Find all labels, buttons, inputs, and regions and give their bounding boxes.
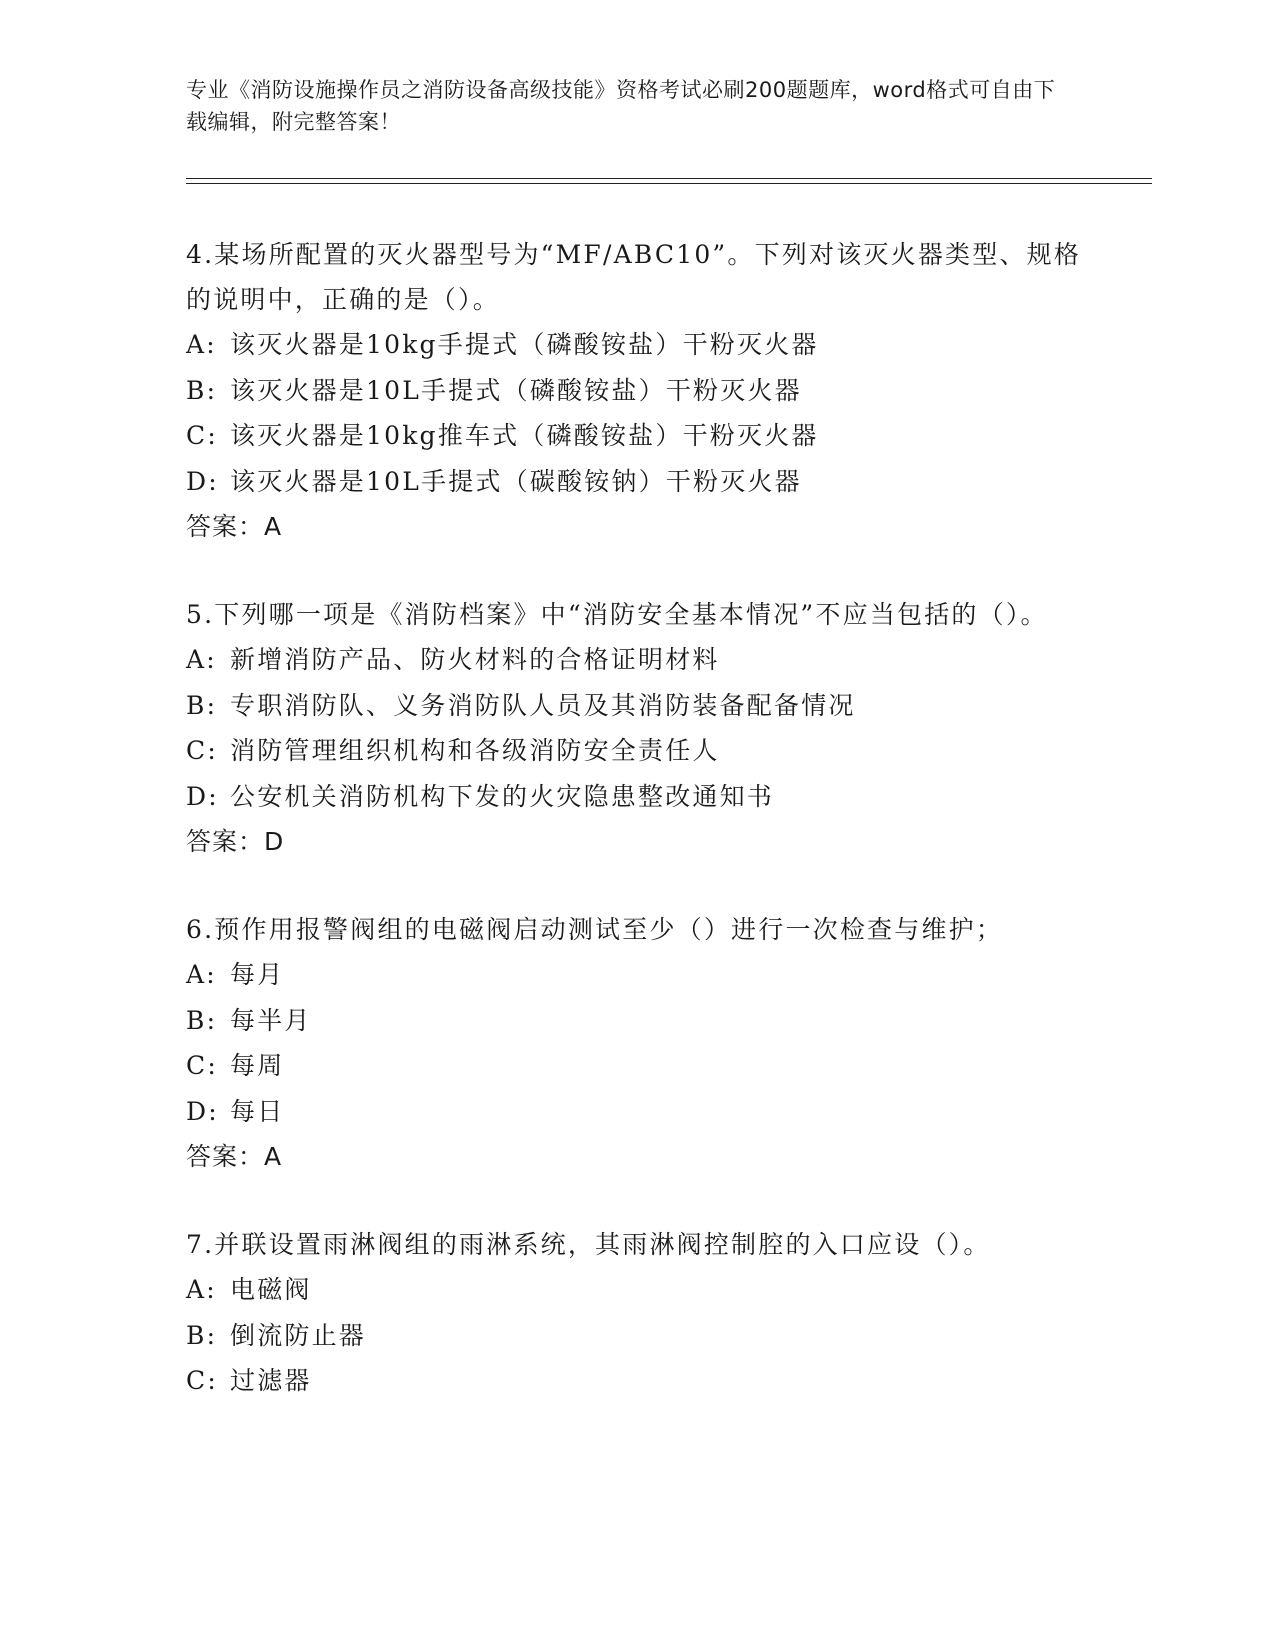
- question-stem: 5.下列哪一项是《消防档案》中“消防安全基本情况”不应当包括的（）。: [186, 600, 1048, 629]
- option-letter: B:: [186, 1005, 218, 1035]
- option-text: 该灭火器是10L手提式（磷酸铵盐）干粉灭火器: [230, 375, 802, 405]
- option-a: [186, 637, 1086, 683]
- option-b: [186, 1313, 1086, 1359]
- option-text: 新增消防产品、防火材料的合格证明材料: [230, 645, 720, 674]
- question-list: [186, 232, 1086, 1446]
- option-letter: A:: [186, 960, 217, 989]
- answer-line: 答案：A: [186, 1142, 283, 1171]
- option-c: [186, 728, 1086, 774]
- option-b: [186, 368, 1086, 414]
- question-stem: 4.某场所配置的灭火器型号为“MF/ABC10”。下列对该灭火器类型、规格的说明中，正确的是（）。: [186, 240, 1082, 314]
- option-letter: B:: [186, 690, 218, 720]
- option-a: [186, 322, 1086, 368]
- option-letter: C:: [186, 1366, 218, 1395]
- answer-line: 答案：A: [186, 512, 283, 541]
- header-divider-bottom: [186, 183, 1152, 184]
- question-7: [186, 1222, 1086, 1404]
- option-letter: D:: [186, 781, 219, 811]
- option-letter: B:: [186, 375, 218, 405]
- option-text: 每月: [230, 960, 285, 989]
- option-b: [186, 998, 1086, 1044]
- option-c: [186, 413, 1086, 459]
- option-letter: C:: [186, 1051, 218, 1080]
- option-c: [186, 1043, 1086, 1089]
- option-text: 该灭火器是10L手提式（碳酸铵钠）干粉灭火器: [230, 466, 802, 496]
- option-b: [186, 683, 1086, 729]
- option-letter: A:: [186, 1275, 217, 1304]
- option-text: 该灭火器是10kg推车式（磷酸铵盐）干粉灭火器: [230, 421, 819, 450]
- option-letter: A:: [186, 330, 217, 359]
- document-header: 专业《消防设施操作员之消防设备高级技能》资格考试必刷200题题库，word格式可自由下载编辑，附完整答案！: [186, 78, 1056, 134]
- option-text: 公安机关消防机构下发的火灾隐患整改通知书: [230, 781, 775, 811]
- option-d: [186, 774, 1086, 820]
- option-d: [186, 1089, 1086, 1135]
- option-text: 每日: [230, 1096, 285, 1126]
- option-letter: C:: [186, 736, 218, 765]
- question-6: [186, 907, 1086, 1180]
- question-stem: 6.预作用报警阀组的电磁阀启动测试至少（）进行一次检查与维护；: [186, 915, 1004, 944]
- question-5: [186, 592, 1086, 865]
- option-a: [186, 1267, 1086, 1313]
- option-d: [186, 459, 1086, 505]
- question-stem: 7.并联设置雨淋阀组的雨淋系统，其雨淋阀控制腔的入口应设（）。: [186, 1230, 991, 1259]
- option-text: 每周: [230, 1051, 285, 1080]
- option-text: 每半月: [230, 1005, 312, 1035]
- question-4: [186, 232, 1086, 550]
- option-text: 消防管理组织机构和各级消防安全责任人: [230, 736, 720, 765]
- answer-line: 答案：D: [186, 827, 285, 856]
- option-letter: D:: [186, 1096, 219, 1126]
- option-a: [186, 952, 1086, 998]
- option-c: [186, 1358, 1086, 1404]
- option-letter: C:: [186, 421, 218, 450]
- option-letter: D:: [186, 466, 219, 496]
- option-text: 电磁阀: [230, 1275, 312, 1304]
- option-text: 过滤器: [230, 1366, 312, 1395]
- option-text: 专职消防队、义务消防队人员及其消防装备配备情况: [230, 690, 856, 720]
- header-divider-top: [186, 178, 1152, 179]
- option-text: 倒流防止器: [230, 1320, 367, 1350]
- option-text: 该灭火器是10kg手提式（磷酸铵盐）干粉灭火器: [230, 330, 819, 359]
- option-letter: A:: [186, 645, 217, 674]
- option-letter: B:: [186, 1320, 218, 1350]
